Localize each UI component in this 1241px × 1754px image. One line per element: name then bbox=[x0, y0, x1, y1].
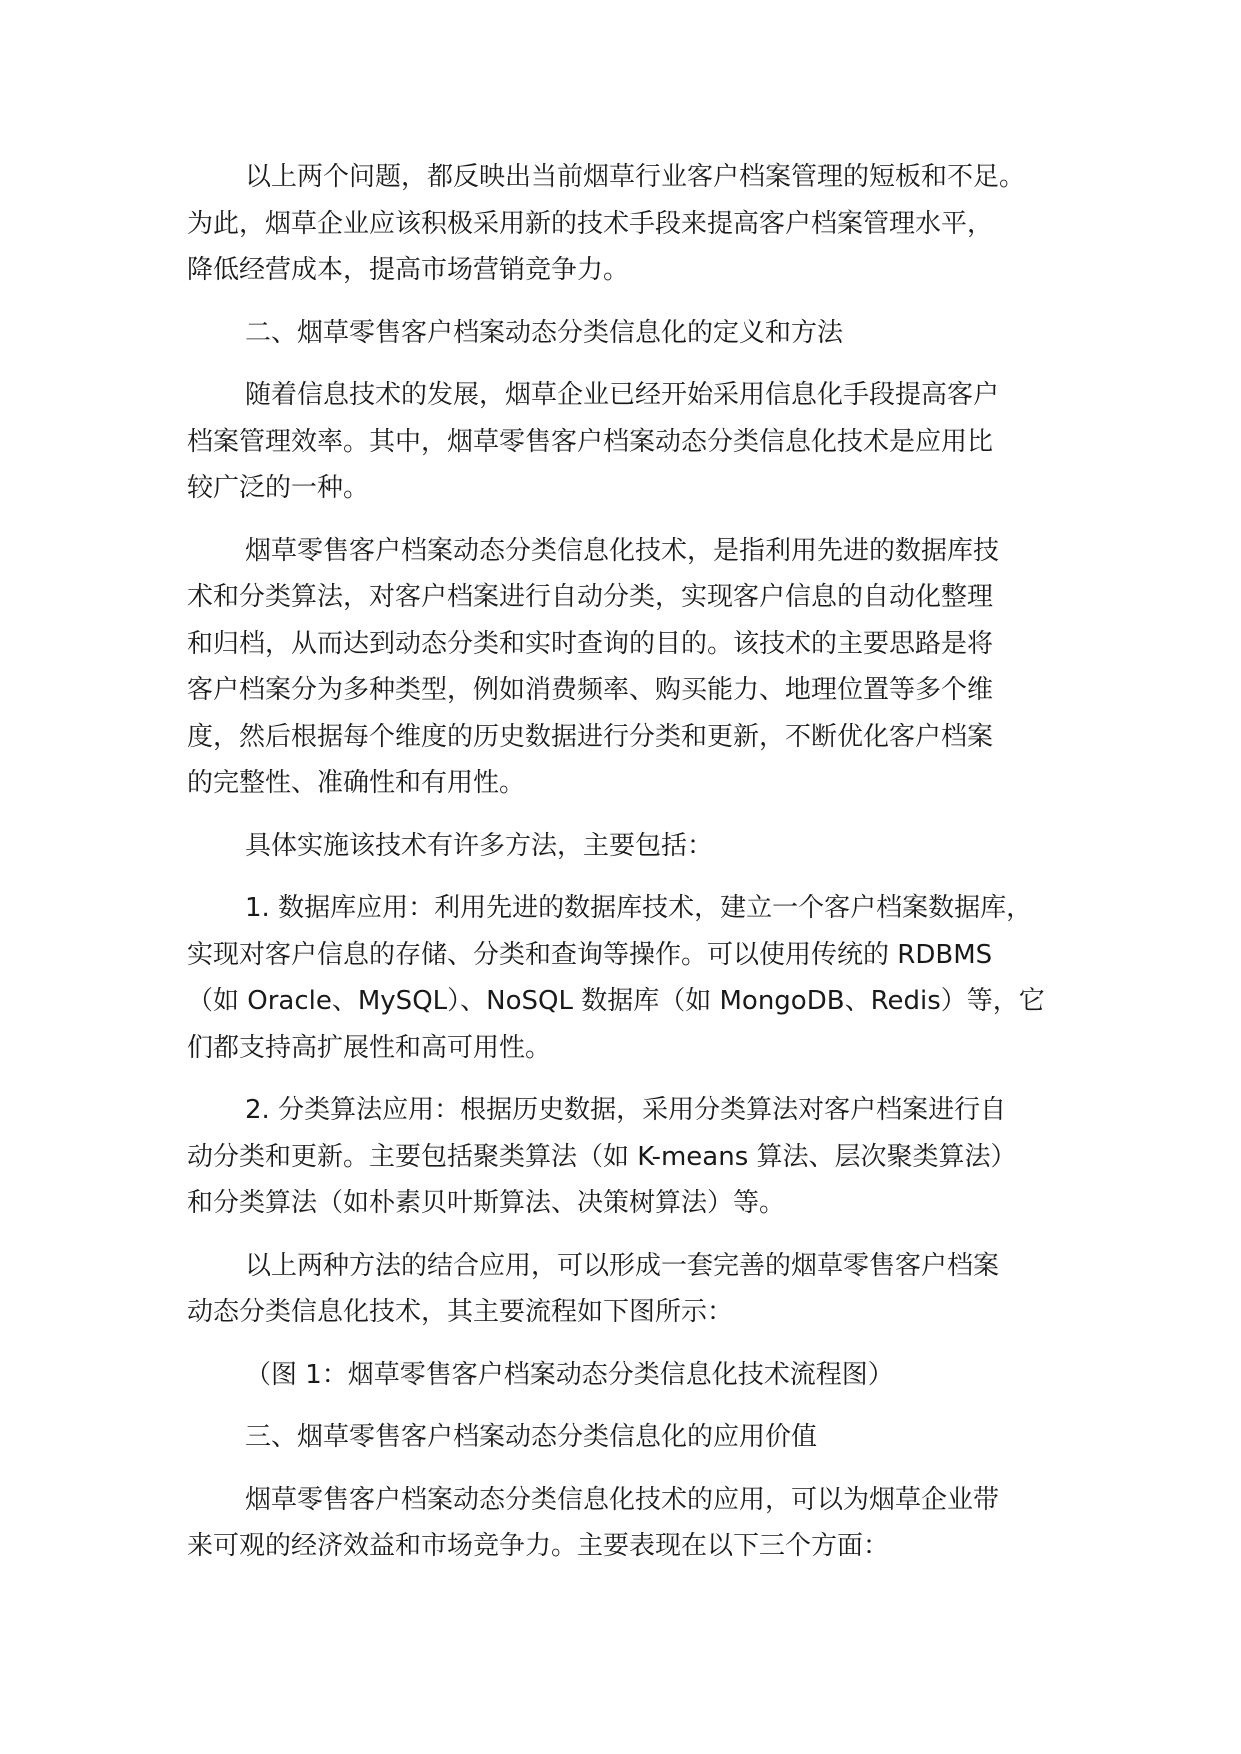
figure-caption bbox=[187, 1352, 1087, 1399]
text-line: 为此，烟草企业应该积极采用新的技术手段来提高客户档案管理水平， bbox=[187, 208, 994, 239]
text-line: 术和分类算法，对客户档案进行自动分类，实现客户信息的自动化整理 bbox=[187, 582, 994, 612]
caption-line: （图 1：烟草零售客户档案动态分类信息化技术流程图） bbox=[245, 1359, 894, 1390]
text-line: 以上两个问题，都反映出当前烟草行业客户档案管理的短板和不足。 bbox=[245, 162, 1026, 192]
paragraph-definition bbox=[187, 528, 1087, 807]
text-line: 和归档，从而达到动态分类和实时查询的目的。该技术的主要思路是将 bbox=[187, 628, 994, 659]
paragraph-methods-intro bbox=[187, 823, 1087, 870]
heading-line: 三、烟草零售客户档案动态分类信息化的应用价值 bbox=[245, 1422, 818, 1452]
text-line: 客户档案分为多种类型，例如消费频率、购买能力、地理位置等多个维 bbox=[187, 675, 994, 705]
text-line: 以上两种方法的结合应用，可以形成一套完善的烟草零售客户档案 bbox=[245, 1250, 1000, 1281]
text-line: 1. 数据库应用：利用先进的数据库技术，建立一个客户档案数据库， bbox=[245, 893, 1033, 923]
text-line: 具体实施该技术有许多方法，主要包括： bbox=[245, 830, 714, 861]
paragraph-application-value bbox=[187, 1477, 1087, 1570]
text-line: 们都支持高扩展性和高可用性。 bbox=[187, 1032, 552, 1063]
heading-line: 二、烟草零售客户档案动态分类信息化的定义和方法 bbox=[245, 317, 844, 348]
list-item-database bbox=[187, 885, 1087, 1071]
text-line: 降低经营成本，提高市场营销竞争力。 bbox=[187, 255, 630, 285]
text-line: 来可观的经济效益和市场竞争力。主要表现在以下三个方面： bbox=[187, 1531, 890, 1561]
paragraph-conclusion-problems bbox=[187, 154, 1087, 294]
section-heading-2 bbox=[187, 310, 1087, 357]
text-line: 烟草零售客户档案动态分类信息化技术，是指利用先进的数据库技 bbox=[245, 535, 1000, 566]
text-line: 较广泛的一种。 bbox=[187, 473, 370, 503]
text-line: 度，然后根据每个维度的历史数据进行分类和更新，不断优化客户档案 bbox=[187, 721, 994, 752]
text-line: 2. 分类算法应用：根据历史数据，采用分类算法对客户档案进行自 bbox=[245, 1095, 1007, 1125]
text-line: 实现对客户信息的存储、分类和查询等操作。可以使用传统的 RDBMS bbox=[187, 939, 993, 970]
text-line: 随着信息技术的发展，烟草企业已经开始采用信息化手段提高客户 bbox=[245, 380, 1000, 410]
paragraph-combination bbox=[187, 1243, 1087, 1336]
list-item-classification bbox=[187, 1087, 1087, 1227]
text-line: 动态分类信息化技术，其主要流程如下图所示： bbox=[187, 1297, 734, 1327]
text-line: 和分类算法（如朴素贝叶斯算法、决策树算法）等。 bbox=[187, 1188, 786, 1218]
text-line: （如 Oracle、MySQL）、NoSQL 数据库（如 MongoDB、Redis）等，它 bbox=[187, 986, 1045, 1016]
text-line: 的完整性、准确性和有用性。 bbox=[187, 768, 526, 798]
document-body bbox=[187, 154, 1087, 1586]
text-line: 动分类和更新。主要包括聚类算法（如 K-means 算法、层次聚类算法） bbox=[187, 1141, 1017, 1172]
section-heading-3 bbox=[187, 1414, 1087, 1461]
text-line: 档案管理效率。其中，烟草零售客户档案动态分类信息化技术是应用比 bbox=[187, 426, 994, 457]
text-line: 烟草零售客户档案动态分类信息化技术的应用，可以为烟草企业带 bbox=[245, 1484, 1000, 1515]
paragraph-it-development bbox=[187, 372, 1087, 512]
